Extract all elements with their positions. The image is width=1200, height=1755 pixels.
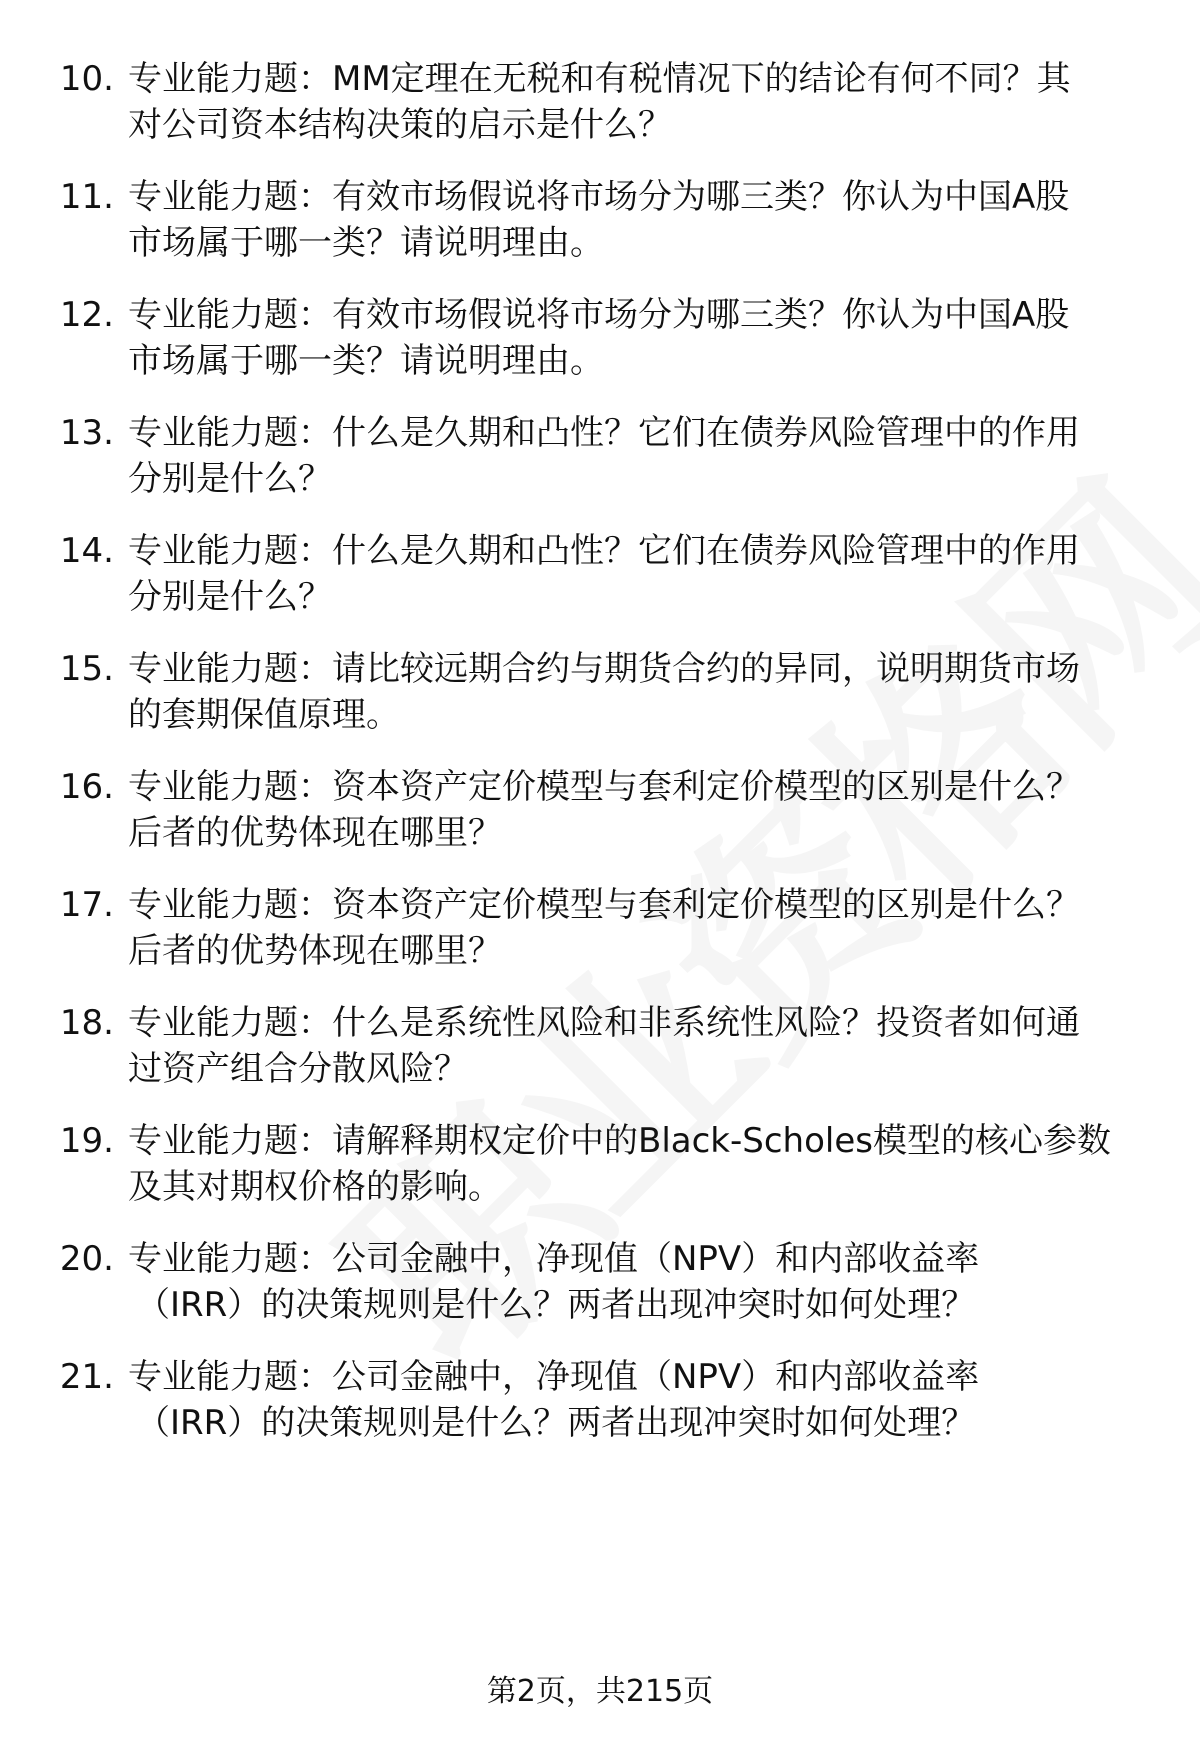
question-item <box>0 409 1200 519</box>
question-item <box>0 1353 1200 1463</box>
question-text-line-2: 后者的优势体现在哪里？ <box>128 813 502 853</box>
question-text-line-2: 分别是什么？ <box>128 577 332 617</box>
question-text-line-1: 专业能力题：资本资产定价模型与套利定价模型的区别是什么？ <box>128 885 1080 925</box>
question-item <box>0 173 1200 283</box>
question-number: 15. <box>59 649 114 689</box>
question-item <box>0 881 1200 991</box>
question-text-line-1: 专业能力题：什么是系统性风险和非系统性风险？投资者如何通 <box>128 1003 1080 1043</box>
question-text-line-1: 专业能力题：请解释期权定价中的Black-Scholes模型的核心参数 <box>128 1121 1111 1161</box>
question-text-line-1: 专业能力题：公司金融中，净现值（NPV）和内部收益率 <box>128 1357 980 1397</box>
question-number: 21. <box>59 1357 114 1397</box>
question-text-line-1: 专业能力题：有效市场假说将市场分为哪三类？你认为中国A股 <box>128 295 1070 335</box>
question-text-line-1: 专业能力题：公司金融中，净现值（NPV）和内部收益率 <box>128 1239 980 1279</box>
question-number: 14. <box>59 531 114 571</box>
question-number: 11. <box>59 177 114 217</box>
question-item <box>0 1235 1200 1345</box>
question-number: 16. <box>59 767 114 807</box>
question-text-line-2: 对公司资本结构决策的启示是什么？ <box>128 105 672 145</box>
question-number: 17. <box>59 885 114 925</box>
question-item <box>0 645 1200 755</box>
question-number: 19. <box>59 1121 114 1161</box>
question-text-line-1: 专业能力题：请比较远期合约与期货合约的异同，说明期货市场 <box>128 649 1080 689</box>
question-number: 10. <box>59 59 114 99</box>
question-item <box>0 763 1200 873</box>
question-text-line-2: 后者的优势体现在哪里？ <box>128 931 502 971</box>
question-text-line-2: 的套期保值原理。 <box>128 695 400 735</box>
question-number: 12. <box>59 295 114 335</box>
question-text-line-2: （IRR）的决策规则是什么？两者出现冲突时如何处理？ <box>136 1285 976 1325</box>
question-text-line-1: 专业能力题：什么是久期和凸性？它们在债券风险管理中的作用 <box>128 413 1080 453</box>
question-text-line-1: 专业能力题：资本资产定价模型与套利定价模型的区别是什么？ <box>128 767 1080 807</box>
question-number: 20. <box>59 1239 114 1279</box>
question-text-line-2: 市场属于哪一类？请说明理由。 <box>128 223 604 263</box>
question-number: 18. <box>59 1003 114 1043</box>
question-item <box>0 999 1200 1109</box>
question-text-line-2: 过资产组合分散风险？ <box>128 1049 468 1089</box>
question-text-line-2: 分别是什么？ <box>128 459 332 499</box>
question-item <box>0 527 1200 637</box>
question-text-line-2: 及其对期权价格的影响。 <box>128 1167 502 1207</box>
question-number: 13. <box>59 413 114 453</box>
question-text-line-1: 专业能力题：什么是久期和凸性？它们在债券风险管理中的作用 <box>128 531 1080 571</box>
question-text-line-1: 专业能力题：有效市场假说将市场分为哪三类？你认为中国A股 <box>128 177 1070 217</box>
question-item <box>0 1117 1200 1227</box>
question-item <box>0 291 1200 401</box>
question-text-line-2: 市场属于哪一类？请说明理由。 <box>128 341 604 381</box>
question-item <box>0 55 1200 165</box>
question-text-line-1: 专业能力题：MM定理在无税和有税情况下的结论有何不同？其 <box>128 59 1071 99</box>
question-text-line-2: （IRR）的决策规则是什么？两者出现冲突时如何处理？ <box>136 1403 976 1443</box>
page-number-footer: 第2页，共215页 <box>486 1674 714 1709</box>
